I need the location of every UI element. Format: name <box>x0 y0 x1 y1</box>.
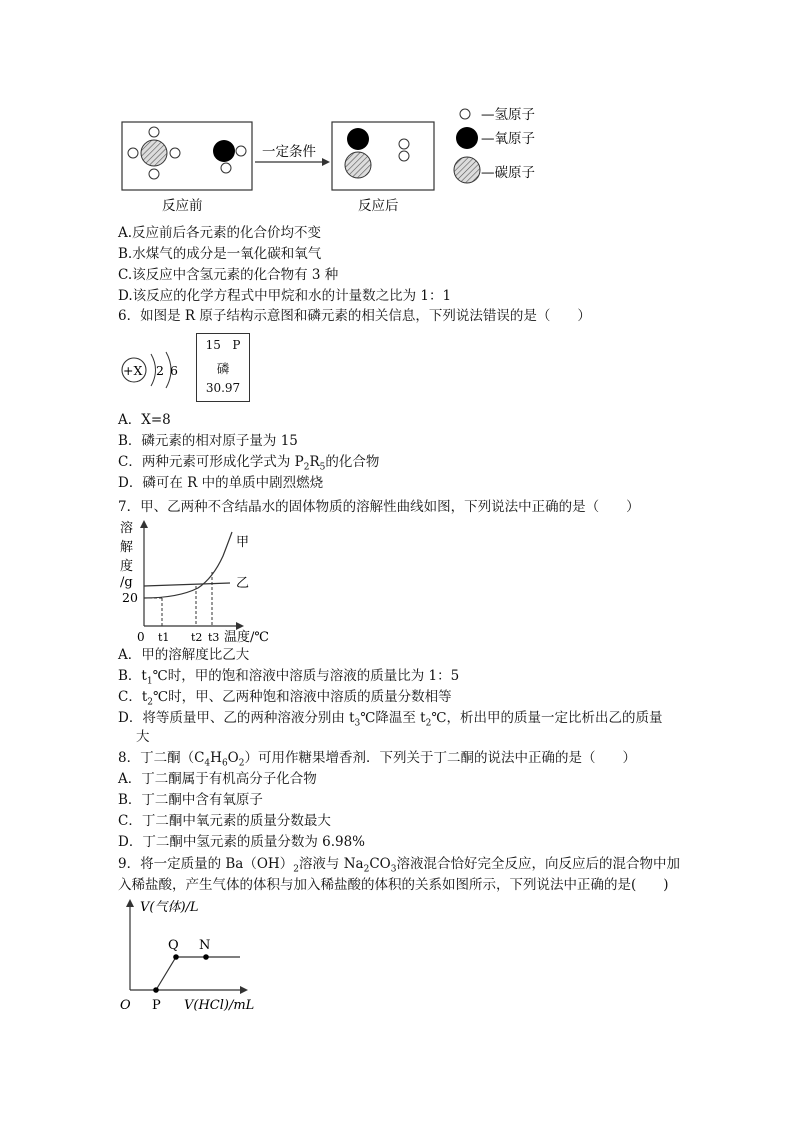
point-p-marker <box>153 987 159 993</box>
q8-option-d: D．丁二酮中氢元素的质量分数为 6.98% <box>118 834 366 850</box>
point-n-label: N <box>199 938 211 953</box>
gas-volume-chart <box>118 895 268 1017</box>
carbon-atom <box>345 152 371 178</box>
q6-option-c: C．两种元素可形成化学式为 $P_2R_5$的化合物 <box>118 454 380 473</box>
q8-option-a: A．丁二酮属于有机高分子化合物 <box>118 771 317 787</box>
arrow-label: 一定条件 <box>262 144 316 160</box>
hydrogen-atom <box>399 139 409 149</box>
element-symbol: P <box>232 338 241 352</box>
q8-stem: 8．丁二酮$(C_4H_6O_2)$可用作糖果增香剂．下列关于丁二酮的说法中正确的是（ ） <box>118 750 636 769</box>
y-axis-arrow-icon <box>140 520 148 528</box>
legend-hydrogen-label: —氢原子 <box>481 107 535 123</box>
ylabel: V(气体)/L <box>140 900 199 915</box>
q6-option-a: A．X=8 <box>118 412 171 428</box>
legend-carbon-label: —碳原子 <box>481 165 535 181</box>
q7-option-d-cont: 大 <box>136 729 150 745</box>
shell-2-electrons: 6 <box>170 363 178 378</box>
ylabel-char: 度 <box>120 559 134 574</box>
q7-option-c: C．$t_2℃$时，甲、乙两种饱和溶液中溶质的质量分数相等 <box>118 689 452 708</box>
nucleus-charge: +X <box>123 363 143 378</box>
q5-option-c: C.该反应中含氢元素的化合物有 3 种 <box>118 267 339 283</box>
point-q-marker <box>173 954 179 960</box>
y-tick-label: 20 <box>122 590 138 605</box>
oxygen-atom <box>347 128 369 150</box>
ylabel-char: /g <box>120 575 133 590</box>
hydrogen-atom <box>128 148 138 158</box>
q6-stem: 6．如图是 R 原子结构示意图和磷元素的相关信息，下列说法错误的是（ ） <box>118 308 591 324</box>
atomic-number: 15 <box>205 338 221 352</box>
q7-option-d: D．将等质量甲、乙的两种溶液分别由 $t_3℃$降温至 $t_2℃$，析出甲的质量一定比析出乙的质量 <box>118 710 663 729</box>
point-q-label: Q <box>168 938 179 953</box>
hydrogen-atom <box>221 163 231 173</box>
oxygen-atom <box>213 140 235 162</box>
hydrogen-atom <box>149 127 159 137</box>
atomic-mass: 30.97 <box>205 381 241 395</box>
carbon-atom <box>141 140 167 166</box>
arrow-head-icon <box>322 158 330 166</box>
gas-curve <box>156 957 240 990</box>
hydrogen-atom <box>170 148 180 158</box>
ylabel-char: 解 <box>120 540 134 555</box>
origin-label: O <box>120 998 131 1013</box>
element-name: 磷 <box>216 361 230 376</box>
legend-hydrogen-icon <box>460 109 470 119</box>
y-axis-arrow-icon <box>126 899 134 907</box>
hydrogen-atom <box>399 151 409 161</box>
q5-option-d: D.该反应的化学方程式中甲烷和水的计量数之比为 1：1 <box>118 288 452 304</box>
q5-option-a: A.反应前后各元素的化合价均不变 <box>118 225 322 241</box>
x-axis-arrow-icon <box>236 622 244 630</box>
x-tick-label: t2 <box>191 631 203 644</box>
x-axis-arrow-icon <box>240 986 248 994</box>
series-yi-label: 乙 <box>236 576 250 591</box>
q9-stem-line2: 入稀盐酸，产生气体的体积与加入稀盐酸的体积的关系如图所示，下列说法中正确的是( ) <box>118 877 669 893</box>
hydrogen-atom <box>149 169 159 179</box>
q9-stem-line1: 9．将一定质量的 $Ba(OH)_2$溶液与 $Na_2CO_3$溶液混合恰好完全反应，向反应后的混合物中加 <box>118 856 680 875</box>
solubility-chart <box>118 518 288 648</box>
reaction-diagram <box>118 100 578 218</box>
series-jia-curve <box>144 532 232 598</box>
before-label: 反应前 <box>162 198 203 214</box>
q5-option-b: B.水煤气的成分是一氧化碳和氧气 <box>118 246 322 262</box>
legend-carbon-icon <box>454 157 480 183</box>
series-yi-curve <box>144 583 230 586</box>
hydrogen-atom <box>236 146 246 156</box>
legend-oxygen-icon <box>456 127 478 149</box>
point-n-marker <box>203 954 209 960</box>
shell-1-electrons: 2 <box>156 363 164 378</box>
point-p-label: P <box>152 998 161 1013</box>
q7-option-a: A．甲的溶解度比乙大 <box>118 647 250 663</box>
after-label: 反应后 <box>358 198 399 214</box>
q7-stem: 7．甲、乙两种不含结晶水的固体物质的溶解性曲线如图，下列说法中正确的是（ ） <box>118 499 640 515</box>
q8-option-b: B．丁二酮中含有氧原子 <box>118 792 263 808</box>
q6-option-d: D．磷可在 R 中的单质中剧烈燃烧 <box>118 475 324 491</box>
ylabel-char: 溶 <box>120 521 134 536</box>
series-jia-label: 甲 <box>236 535 250 550</box>
xlabel: V(HCl)/mL <box>184 998 255 1013</box>
element-card <box>196 333 250 402</box>
xlabel: 温度/℃ <box>224 630 269 645</box>
q8-option-c: C．丁二酮中氧元素的质量分数最大 <box>118 813 331 829</box>
atom-structure-diagram <box>118 340 190 400</box>
q7-option-b: B．$t_1℃$时，甲的饱和溶液中溶质与溶液的质量比为 1：5 <box>118 668 460 687</box>
x-tick-label: t1 <box>158 631 170 644</box>
x-tick-label: 0 <box>137 630 145 644</box>
legend-oxygen-label: —氧原子 <box>481 131 535 147</box>
q6-option-b: B．磷元素的相对原子量为 15 <box>118 433 298 449</box>
after-box <box>332 122 434 190</box>
x-tick-label: t3 <box>208 631 220 644</box>
